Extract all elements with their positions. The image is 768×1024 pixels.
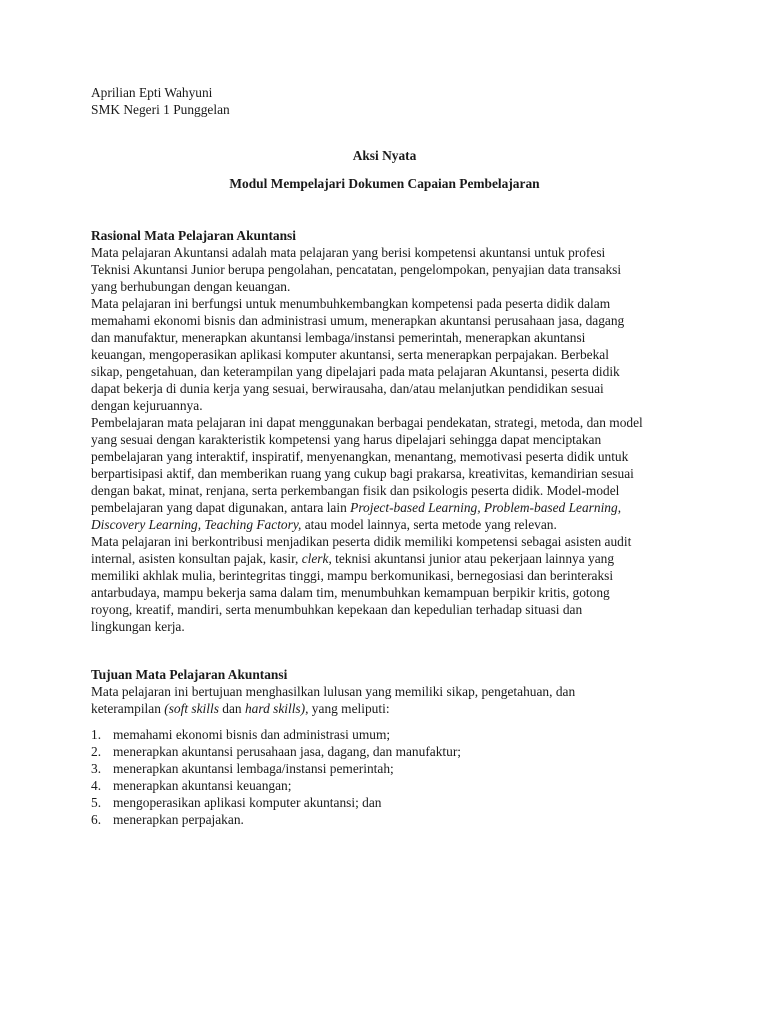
text-line: Mata pelajaran Akuntansi adalah mata pelajaran yang berisi kompetensi akuntansi untuk profesi <box>91 245 606 260</box>
list-item <box>91 743 678 760</box>
text-line: keuangan, mengoperasikan aplikasi komputer akuntansi, serta menerapkan perpajakan. Berbekal <box>91 347 609 362</box>
list-item-text: mengoperasikan aplikasi komputer akuntansi; dan <box>113 795 382 810</box>
italic-text: clerk <box>301 551 329 566</box>
text-line: Mata pelajaran ini berfungsi untuk menumbuhkembangkan kompetensi pada peserta didik dalam <box>91 296 611 311</box>
list-number: 5. <box>91 795 102 810</box>
document-title: Aksi Nyata <box>352 148 417 163</box>
text-line: dengan bakat, minat, renjana, serta perkembangan fisik dan psikologis peserta didik. Model-model <box>91 483 620 498</box>
text-line: yang berhubungan dengan keuangan. <box>91 279 291 294</box>
text-line: Teknisi Akuntansi Junior berupa pengolahan, pencatatan, pengelompokan, penyajian data transaksi <box>91 262 622 277</box>
list-item-text: memahami ekonomi bisnis dan administrasi umum; <box>113 727 391 742</box>
paragraph-rasional-1 <box>91 244 678 295</box>
list-item <box>91 760 678 777</box>
text-line: yang sesuai dengan karakteristik kompetensi yang harus dipelajari sehingga dapat menciptakan <box>91 432 602 447</box>
text-line: pembelajaran yang dapat digunakan, antara lain <box>91 500 351 515</box>
italic-text: Discovery Learning, Teaching Factory, <box>91 517 302 532</box>
text-line: antarbudaya, mampu bekerja sama dalam tim, menumbuhkan kemampuan berpikir kritis, gotong <box>91 585 610 600</box>
list-number: 6. <box>91 812 102 827</box>
section-heading-tujuan: Tujuan Mata Pelajaran Akuntansi <box>91 667 288 682</box>
text-line: keterampilan <box>91 701 165 716</box>
school-name: SMK Negeri 1 Punggelan <box>91 102 230 117</box>
paragraph-rasional-3 <box>91 414 678 533</box>
italic-text: hard skills) <box>244 701 306 716</box>
text-line: royong, kreatif, mandiri, serta menumbuhkan kepekaan dan kepedulian terhadap situasi dan <box>91 602 583 617</box>
list-number: 3. <box>91 761 102 776</box>
text-line: berpartisipasi aktif, dan memberikan ruang yang cukup bagi prakarsa, kreativitas, kemandirian sesuai <box>91 466 634 481</box>
text-line: , <box>617 500 622 515</box>
italic-text: Project-based Learning, Problem-based Learning <box>350 500 618 515</box>
paragraph-rasional-2 <box>91 295 678 414</box>
text-line: atau model lainnya, serta metode yang relevan. <box>301 517 557 532</box>
text-line: dengan kejuruannya. <box>91 398 203 413</box>
section-heading-rasional: Rasional Mata Pelajaran Akuntansi <box>91 228 296 243</box>
list-item-text: menerapkan akuntansi keuangan; <box>113 778 292 793</box>
list-number: 4. <box>91 778 102 793</box>
italic-text: (soft skills <box>164 701 219 716</box>
text-line: memiliki akhlak mulia, berintegritas tinggi, mampu berkomunikasi, bernegosiasi dan berinteraksi <box>91 568 614 583</box>
text-line: dan <box>218 701 245 716</box>
list-item-text: menerapkan akuntansi lembaga/instansi pemerintah; <box>113 761 394 776</box>
text-line: , yang meliputi: <box>305 701 390 716</box>
list-item <box>91 726 678 743</box>
list-item-text: menerapkan perpajakan. <box>113 812 244 827</box>
text-line: , teknisi akuntansi junior atau pekerjaan lainnya yang <box>328 551 615 566</box>
document-subtitle: Modul Mempelajari Dokumen Capaian Pembelajaran <box>229 176 540 191</box>
text-line: dan manufaktur, menerapkan akuntansi lembaga/instansi pemerintah, menerapkan akuntansi <box>91 330 586 345</box>
text-line: Mata pelajaran ini berkontribusi menjadikan peserta didik memiliki kompetensi sebagai asisten audit <box>91 534 632 549</box>
list-item-text: menerapkan akuntansi perusahaan jasa, dagang, dan manufaktur; <box>113 744 462 759</box>
paragraph-tujuan-intro <box>91 683 678 717</box>
author-block <box>91 84 678 118</box>
objectives-list <box>91 726 678 828</box>
text-line: Pembelajaran mata pelajaran ini dapat menggunakan berbagai pendekatan, strategi, metoda, dan model <box>91 415 643 430</box>
text-line: internal, asisten konsultan pajak, kasir, <box>91 551 302 566</box>
text-line: pembelajaran yang interaktif, inspiratif, menyenangkan, menantang, memotivasi peserta didik untuk <box>91 449 629 464</box>
paragraph-rasional-4 <box>91 533 678 635</box>
list-item <box>91 811 678 828</box>
text-line: sikap, pengetahuan, dan keterampilan yang dipelajari pada mata pelajaran Akuntansi, peserta didik <box>91 364 620 379</box>
list-number: 2. <box>91 744 102 759</box>
text-line: lingkungan kerja. <box>91 619 185 634</box>
text-line: Mata pelajaran ini bertujuan menghasilkan lulusan yang memiliki sikap, pengetahuan, dan <box>91 684 576 699</box>
list-number: 1. <box>91 727 102 742</box>
text-line: dapat bekerja di dunia kerja yang sesuai, berwirausaha, dan/atau melanjutkan pendidikan sesuai <box>91 381 604 396</box>
author-name: Aprilian Epti Wahyuni <box>91 85 213 100</box>
list-item <box>91 777 678 794</box>
text-line: memahami ekonomi bisnis dan administrasi umum, menerapkan akuntansi perusahaan jasa, dagang <box>91 313 625 328</box>
list-item <box>91 794 678 811</box>
